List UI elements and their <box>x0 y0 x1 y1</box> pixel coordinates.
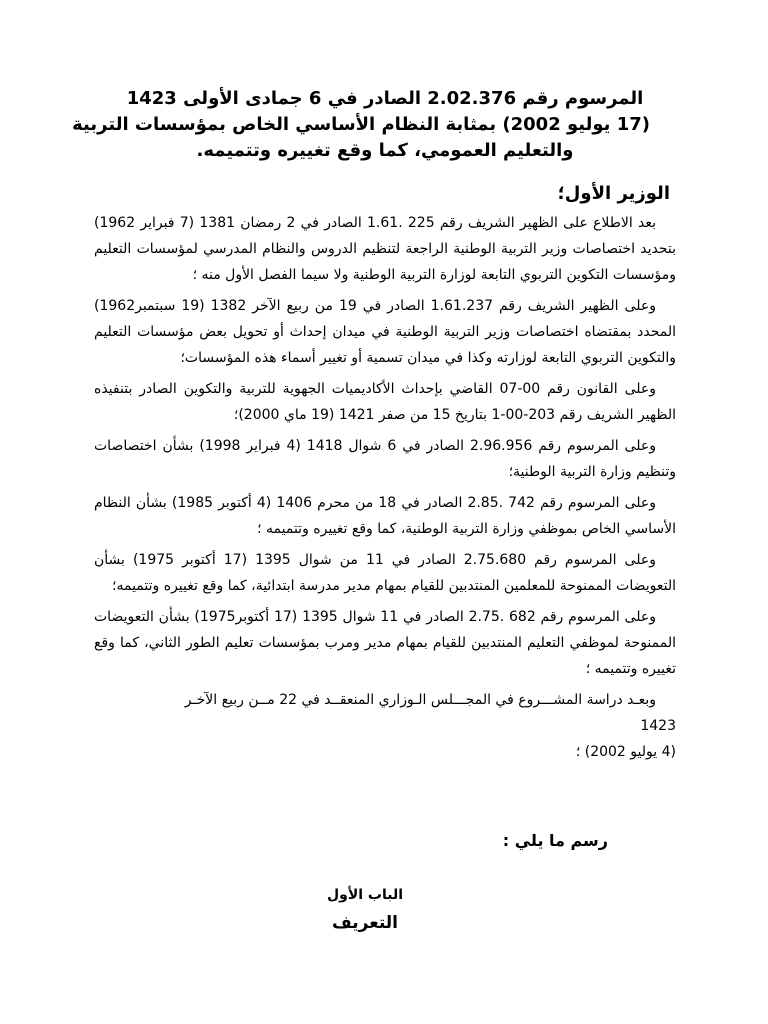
preamble-paragraph-5: وعلى المرسوم رقم 742 .2.85 الصادر في 18 من محرم 1406 (4 أكتوبر 1985) بشأن النظام الأساسي الخاص بموظفي وزارة التربية الوطنية، كما وقع تغييره وتتميمه ؛ <box>94 495 676 537</box>
preamble-year: 1423 <box>640 718 676 734</box>
title-line-2: (17 يوليو 2002) بمثابة النظام الأساسي الخاص بمؤسسات التربية <box>72 114 650 135</box>
preamble-paragraph-6: وعلى المرسوم رقم 2.75.680 الصادر في 11 من شوال 1395 (17 أكتوبر 1975) بشأن التعويضات الممنوحة للمعلمين المنتدبين للقيام بمهام مدير مدرسة ابتدائية، كما وقع تغييره وتتميمه؛ <box>94 552 676 594</box>
decree-title <box>72 86 650 164</box>
preamble-date: (4 يوليو 2002) ؛ <box>575 744 676 760</box>
minister-heading: الوزير الأول؛ <box>557 183 670 204</box>
preamble-paragraph-1: بعد الاطلاع على الظهير الشريف رقم 225 .1.61 الصادر في 2 رمضان 1381 (7 فبراير 1962) بتحديد اختصاصات وزير التربية الوطنية الراجعة لتنظيم الدروس والنظام المدرسي لمؤسسات التعليم ومؤسسات التكوين التربوي التابعة لوزارة التربية الوطنية ولا سيما الفصل الأول منه ؛ <box>94 215 676 283</box>
preamble-body <box>94 210 676 765</box>
preamble-paragraph-8: وبعـد دراسة المشـــروع في المجـــلس الـوزاري المنعقــد في 22 مــن ربيع الآخـر <box>184 692 656 708</box>
title-line-3: والتعليم العمومي، كما وقع تغييره وتتميمه. <box>196 140 574 161</box>
title-line-1: المرسوم رقم 2.02.376 الصادر في 6 جمادى الأولى 1423 <box>126 88 644 109</box>
preamble-paragraph-2: وعلى الظهير الشريف رقم 1.61.237 الصادر في 19 من ربيع الآخر 1382 (19 سبتمبر1962) المحدد بمقتضاه اختصاصات وزير التربية الوطنية في ميدان إحداث أو تحويل بعض مؤسسات التعليم والتكوين التربوي التابعة لوزارته وكذا في ميدان تسمية أو تغيير أسماء هذه المؤسسات؛ <box>94 298 676 366</box>
chapter-heading: الباب الأول <box>326 887 404 903</box>
definition-heading: التعريف <box>332 913 398 933</box>
preamble-paragraph-4: وعلى المرسوم رقم 2.96.956 الصادر في 6 شوال 1418 (4 فبراير 1998) بشأن اختصاصات وتنظيم وزارة التربية الوطنية؛ <box>94 438 676 480</box>
decrees-heading: رسم ما يلي : <box>502 831 608 850</box>
preamble-paragraph-7: وعلى المرسوم رقم 682 .2.75 الصادر في 11 شوال 1395 (17 أكتوبر1975) بشأن التعويضات الممنوحة لموظفي التعليم المنتدبين للقيام بمهام مدير ومرب بمؤسسات تعليم الطور الثاني، كما وقع تغييره وتتميمه ؛ <box>94 609 676 677</box>
preamble-paragraph-3: وعلى القانون رقم 00-07 القاضي بإحداث الأكاديميات الجهوية للتربية والتكوين الصادر بتنفيذه الظهير الشريف رقم 203-00-1 بتاريخ 15 من صفر 1421 (19 ماي 2000)؛ <box>94 381 676 423</box>
